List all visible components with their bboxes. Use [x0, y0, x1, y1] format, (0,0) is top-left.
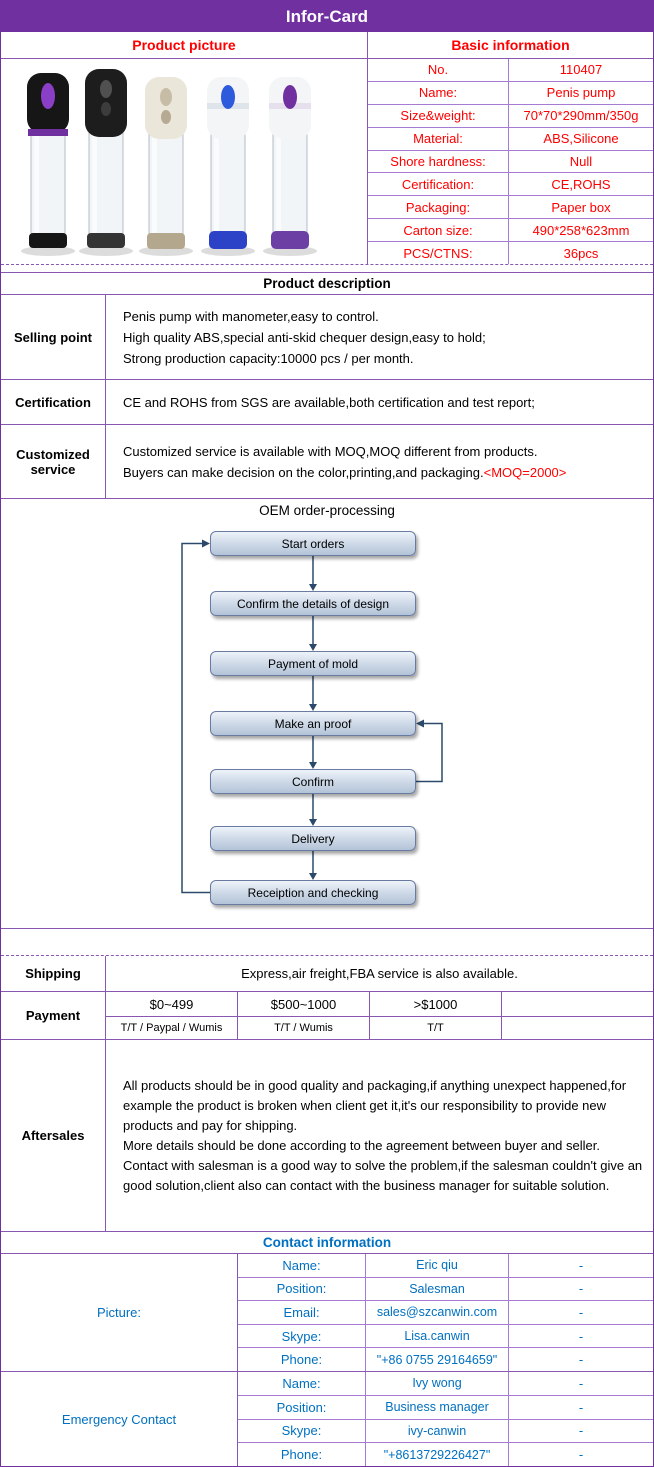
- contact-group-rows: [238, 1372, 653, 1466]
- flow-step-start-orders: Start orders: [210, 531, 416, 556]
- customized-service-body: [106, 425, 653, 498]
- spacer-row: [1, 265, 653, 273]
- contact-group-picture: [1, 1254, 653, 1372]
- basic-info-value: Paper box: [551, 199, 611, 215]
- basic-info-label: Packaging:: [368, 196, 509, 218]
- contact-field: Phone:: [238, 1443, 366, 1466]
- basic-info-label: No.: [368, 59, 509, 81]
- contact-field: Email:: [238, 1301, 366, 1324]
- basic-info-value: Null: [569, 154, 593, 169]
- basic-info-table: [368, 59, 653, 264]
- selling-point-row: [1, 295, 653, 380]
- selling-point-label: Selling point: [1, 295, 106, 379]
- product-photo: [1, 59, 368, 264]
- basic-info-value: ABS,Silicone: [543, 131, 619, 147]
- flow-step-confirm-design: Confirm the details of design: [210, 591, 416, 616]
- basic-info-value: 110407: [559, 62, 603, 78]
- section-header-row: [1, 32, 653, 59]
- aftersales-paragraph: Contact with salesman is a good way to solve the problem,if the salesman couldn't give an good solution,client also can contact with the business manager for suitable solution.: [123, 1157, 643, 1193]
- payment-methods-row: [106, 1017, 653, 1039]
- flow-step-delivery: Delivery: [210, 826, 416, 851]
- flow-step-confirm: Confirm: [210, 769, 416, 794]
- description-line: Strong production capacity:10000 pcs / per month.: [123, 350, 414, 366]
- aftersales-paragraph: All products should be in good quality and packaging,if anything unexpect happened,for example the product is broken when client get it,it's our responsibility to provide new products and pay for shipping.: [123, 1077, 627, 1133]
- customized-line2: Buyers can make decision on the color,printing,and packaging.: [123, 464, 484, 480]
- table-row: [238, 1372, 653, 1396]
- table-row: [368, 219, 653, 242]
- certification-label: Certification: [1, 380, 106, 424]
- table-row: [368, 242, 653, 264]
- description-line: High quality ABS,special anti-skid chequer design,easy to hold;: [123, 329, 486, 345]
- table-row: [368, 59, 653, 82]
- basic-info-value: 70*70*290mm/350g: [523, 108, 639, 124]
- oem-title: OEM order-processing: [259, 503, 395, 518]
- basic-info-label: PCS/CTNS:: [368, 242, 509, 264]
- basic-info-label: Certification:: [368, 173, 509, 195]
- contact-field: Skype:: [238, 1420, 366, 1443]
- contact-group-label: Picture:: [1, 1254, 238, 1371]
- payment-methods: T/T: [370, 1017, 502, 1039]
- basic-info-label: Name:: [368, 82, 509, 104]
- contact-table: [1, 1254, 653, 1466]
- table-row: [368, 105, 653, 128]
- contact-field: Name:: [238, 1254, 366, 1277]
- spacer-row: [1, 929, 653, 956]
- contact-field: Position:: [238, 1278, 366, 1301]
- payment-label: Payment: [1, 992, 106, 1039]
- shipping-text: Express,air freight,FBA service is also available.: [241, 966, 518, 981]
- customized-service-row: [1, 425, 653, 499]
- payment-range: $0~499: [106, 992, 238, 1016]
- basic-info-value: CE,ROHS: [551, 176, 611, 192]
- contact-extra: -: [578, 1423, 584, 1439]
- product-picture-header: Product picture: [1, 32, 368, 58]
- certification-body: [106, 380, 653, 424]
- aftersales-label: Aftersales: [1, 1040, 106, 1231]
- picture-basic-section: [1, 59, 653, 265]
- description-line: Customized service is available with MOQ,MOQ different from products.: [123, 443, 538, 459]
- basic-information-header: Basic information: [451, 37, 570, 53]
- contact-value: Lisa.canwin: [366, 1325, 509, 1348]
- product-photo-svg: [8, 63, 360, 261]
- payment-ranges-row: [106, 992, 653, 1017]
- contact-group-label: Emergency Contact: [1, 1372, 238, 1466]
- table-row: [238, 1443, 653, 1466]
- table-row: [368, 151, 653, 174]
- table-row: [238, 1301, 653, 1325]
- contact-value: Eric qiu: [366, 1254, 509, 1277]
- contact-group-rows: [238, 1254, 653, 1371]
- basic-info-label: Carton size:: [368, 219, 509, 241]
- table-row: [368, 82, 653, 105]
- product-description-header: Product description: [1, 273, 653, 295]
- payment-methods: [502, 1017, 653, 1039]
- flow-step-make-proof: Make an proof: [210, 711, 416, 736]
- page-title: Infor-Card: [285, 6, 369, 26]
- table-row: [238, 1420, 653, 1444]
- aftersales-paragraph: More details should be done according to the agreement between buyer and seller.: [123, 1137, 600, 1153]
- payment-methods: T/T / Paypal / Wumis: [106, 1017, 238, 1039]
- aftersales-row: [1, 1040, 653, 1232]
- table-row: [238, 1278, 653, 1302]
- banner: [1, 1, 653, 32]
- basic-info-value: 36pcs: [563, 245, 599, 261]
- shipping-label: Shipping: [1, 956, 106, 991]
- payment-section: [1, 992, 653, 1040]
- customized-service-label: Customized service: [1, 425, 106, 498]
- basic-info-label: Shore hardness:: [368, 151, 509, 173]
- contact-field: Name:: [238, 1372, 366, 1395]
- contact-value: Ivy wong: [366, 1372, 509, 1395]
- flow-step-reception-checking: Receiption and checking: [210, 880, 416, 905]
- contact-value: ivy-canwin: [366, 1420, 509, 1443]
- selling-point-body: [106, 295, 653, 379]
- contact-field: Position:: [238, 1396, 366, 1419]
- aftersales-body: [106, 1040, 653, 1231]
- contact-value: sales@szcanwin.com: [366, 1301, 509, 1324]
- description-line: [123, 462, 653, 483]
- contact-field: Skype:: [238, 1325, 366, 1348]
- certification-row: [1, 380, 653, 425]
- description-line: CE and ROHS from SGS are available,both certification and test report;: [123, 394, 535, 410]
- contact-extra: -: [578, 1352, 584, 1368]
- contact-extra: -: [578, 1281, 584, 1297]
- contact-extra: -: [578, 1257, 584, 1273]
- contact-extra: -: [578, 1399, 584, 1415]
- table-row: [238, 1254, 653, 1278]
- basic-info-label: Size&weight:: [368, 105, 509, 127]
- contact-value: Salesman: [366, 1278, 509, 1301]
- payment-table: [106, 992, 653, 1039]
- contact-value: "+86 0755 29164659": [366, 1348, 509, 1371]
- payment-range: $500~1000: [238, 992, 370, 1016]
- flow-step-payment-of-mold: Payment of mold: [210, 651, 416, 676]
- table-row: [238, 1325, 653, 1349]
- contact-group-emergency: [1, 1372, 653, 1466]
- contact-value: "+8613729226427": [366, 1443, 509, 1466]
- oem-flowchart-section: [1, 499, 653, 929]
- payment-range: [502, 992, 653, 1016]
- basic-info-value: 490*258*623mm: [532, 222, 630, 238]
- table-row: [238, 1348, 653, 1371]
- contact-information-header: Contact information: [1, 1232, 653, 1254]
- contact-value: Business manager: [366, 1396, 509, 1419]
- basic-info-label: Material:: [368, 128, 509, 150]
- contact-extra: -: [578, 1375, 584, 1391]
- payment-methods: T/T / Wumis: [238, 1017, 370, 1039]
- table-row: [368, 173, 653, 196]
- contact-extra: -: [578, 1328, 584, 1344]
- basic-info-value: Penis pump: [546, 85, 616, 101]
- contact-field: Phone:: [238, 1348, 366, 1371]
- table-row: [238, 1396, 653, 1420]
- contact-extra: -: [578, 1447, 584, 1463]
- contact-extra: -: [578, 1304, 584, 1320]
- table-row: [368, 128, 653, 151]
- description-line: Penis pump with manometer,easy to control.: [123, 308, 379, 324]
- moq-highlight: <MOQ=2000>: [483, 464, 567, 480]
- payment-range: >$1000: [370, 992, 502, 1016]
- shipping-row: [1, 956, 653, 992]
- table-row: [368, 196, 653, 219]
